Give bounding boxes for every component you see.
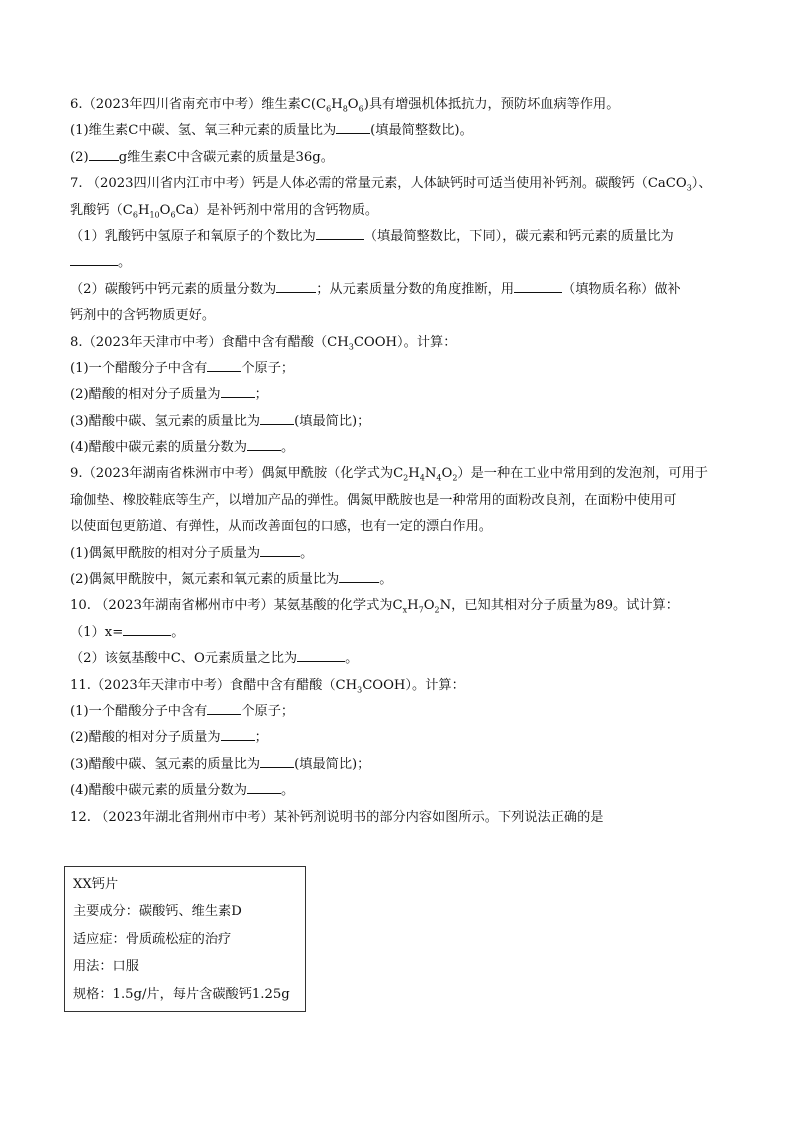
answer-blank[interactable] bbox=[123, 621, 171, 636]
q11-part2: (2)醋酸的相对分子质量为 ； bbox=[70, 725, 730, 751]
q8-stem: 8.（2023年天津市中考）食醋中含有醋酸$(CH_3COOH)$。计算： bbox=[70, 334, 457, 352]
q6-part2: (2) g维生素C中含碳元素的质量是36g。 bbox=[70, 145, 730, 171]
answer-blank[interactable] bbox=[260, 410, 294, 425]
q9-stem-2: 瑜伽垫、橡胶鞋底等生产，以增加产品的弹性。偶氮甲酰胺也是一种常用的面粉改良剂，在面粉中使用可 bbox=[70, 492, 677, 508]
q10-part1: （1）x= 。 bbox=[70, 620, 730, 646]
label-ingredients: 主要成分：碳酸钙、维生素D bbox=[73, 904, 242, 920]
answer-blank[interactable] bbox=[336, 119, 370, 134]
q11-stem: 11.（2023年天津市中考）食醋中含有醋酸$(CH_3COOH)$。计算： bbox=[70, 677, 465, 695]
q9-part2: (2)偶氮甲酰胺中，氮元素和氧元素的质量比为 。 bbox=[70, 567, 730, 593]
q6-stem: 6.（2023年四川省南充市中考）维生素$C(C_6H_8O_6)$具有增强机体抵抗力，预防坏血病等作用。 bbox=[70, 97, 620, 114]
q12-stem: 12. （2023年湖北省荆州市中考）某补钙剂说明书的部分内容如图所示。下列说法正确的是 bbox=[70, 809, 604, 825]
q7-stem: 7. （2023四川省内江市中考）钙是人体必需的常量元素，人体缺钙时可适当使用补钙剂。碳酸钙（CaCO$_3$）、 bbox=[70, 176, 712, 193]
answer-blank[interactable] bbox=[297, 647, 345, 662]
label-indication: 适应症：骨质疏松症的治疗 bbox=[73, 931, 232, 947]
answer-blank[interactable] bbox=[247, 436, 281, 451]
answer-blank[interactable] bbox=[260, 542, 300, 557]
q9-stem-3: 以使面包更筋道、有弹性，从而改善面包的口感，也有一定的漂白作用。 bbox=[70, 519, 492, 535]
q6-part1: (1)维生素C中碳、氢、氧三种元素的质量比为 (填最简整数比)。 bbox=[70, 118, 730, 144]
label-title: XX钙片 bbox=[73, 877, 119, 892]
q7-stem-2: 乳酸钙$(C_6H_{10}O_6Ca)$是补钙剂中常用的含钙物质。 bbox=[70, 202, 379, 220]
q10-part2: （2）该氨基酸中C、O元素质量之比为 。 bbox=[70, 646, 730, 672]
q7-part2-cont: 钙剂中的含钙物质更好。 bbox=[70, 308, 216, 324]
q8-part3: (3)醋酸中碳、氢元素的质量比为 (填最简比)； bbox=[70, 409, 730, 435]
q10-stem: 10. （2023年湖南省郴州市中考）某氨基酸的化学式为$C_xH_7O_2N$，已知其相对分子质量为89。试计算： bbox=[70, 598, 679, 616]
answer-blank[interactable] bbox=[70, 251, 118, 266]
answer-blank[interactable] bbox=[89, 146, 119, 161]
answer-blank[interactable] bbox=[221, 383, 255, 398]
question-sheet bbox=[70, 92, 730, 831]
q9-part1: (1)偶氮甲酰胺的相对分子质量为 。 bbox=[70, 541, 730, 567]
q8-part1: (1)一个醋酸分子中含有 个原子； bbox=[70, 356, 730, 382]
answer-blank[interactable] bbox=[276, 278, 316, 293]
answer-blank[interactable] bbox=[339, 568, 379, 583]
answer-blank[interactable] bbox=[207, 700, 241, 715]
q11-part3: (3)醋酸中碳、氢元素的质量比为 (填最简比)； bbox=[70, 752, 730, 778]
q11-part1: (1)一个醋酸分子中含有 个原子； bbox=[70, 699, 730, 725]
answer-blank[interactable] bbox=[260, 753, 294, 768]
q8-part2: (2)醋酸的相对分子质量为 ； bbox=[70, 382, 730, 408]
q11-part4: (4)醋酸中碳元素的质量分数为 。 bbox=[70, 778, 730, 804]
q7-part1-cont: 。 bbox=[70, 250, 730, 276]
q8-part4: (4)醋酸中碳元素的质量分数为 。 bbox=[70, 435, 730, 461]
answer-blank[interactable] bbox=[207, 357, 241, 372]
q9-stem: 9.（2023年湖南省株洲市中考）偶氮甲酰胺（化学式为$C_2H_4N_4O_2$）是一种在工业中常用到的发泡剂，可用于 bbox=[70, 466, 708, 484]
answer-blank[interactable] bbox=[247, 779, 281, 794]
q7-part2: （2）碳酸钙中钙元素的质量分数为 ；从元素质量分数的角度推断，用 （填物质名称）做补 bbox=[70, 277, 730, 303]
q7-part1: （1）乳酸钙中氢原子和氧原子的个数比为 （填最简整数比，下同），碳元素和钙元素的质量比为 bbox=[70, 224, 730, 250]
answer-blank[interactable] bbox=[514, 278, 562, 293]
medicine-label-box bbox=[64, 866, 306, 1012]
answer-blank[interactable] bbox=[221, 726, 255, 741]
answer-blank[interactable] bbox=[316, 225, 364, 240]
label-spec: 规格：1.5g/片，每片含碳酸钙1.25g bbox=[73, 986, 290, 1002]
label-usage: 用法：口服 bbox=[73, 959, 139, 975]
